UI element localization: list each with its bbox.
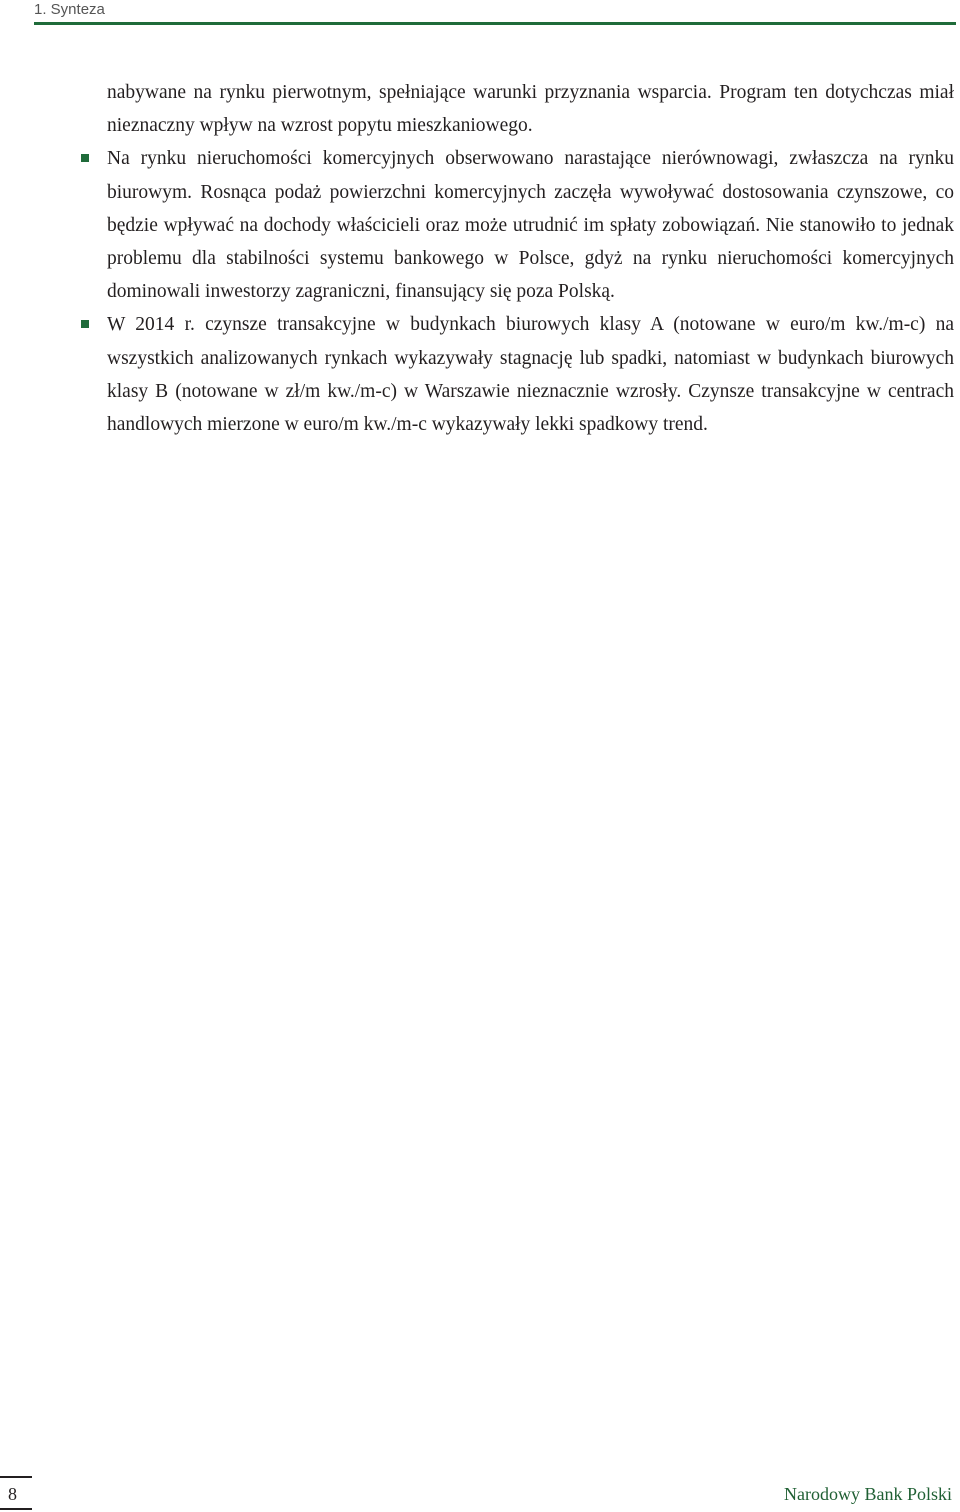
section-title: 1. Synteza [34, 1, 105, 18]
main-content [107, 76, 954, 441]
page-number: 8 [8, 1484, 17, 1504]
bullet-item-office-rents [107, 308, 954, 441]
footer-divider-top [0, 1476, 32, 1478]
header-divider [34, 22, 956, 25]
intro-paragraph: nabywane na rynku pierwotnym, spełniające warunki przyznania wsparcia. Program ten dotychczas miał nieznaczny wpływ na wzrost popytu mieszkaniowego. [107, 82, 954, 137]
bullet-text: W 2014 r. czynsze transakcyjne w budynkach biurowych klasy A (notowane w euro/m kw./m-c) na wszystkich analizowanych rynkach wykazywały stagnację lub spadki, natomiast w budynkach biurowych klasy B (notowane w zł/m kw./m-c) w Warszawie nieznacznie wzrosły. Czynsze transakcyjne w centrach handlowych mierzone w euro/m kw./m-c wykazywały lekki spadkowy trend. [107, 314, 954, 436]
square-bullet-icon [81, 154, 89, 162]
publisher-name: Narodowy Bank Polski [784, 1484, 952, 1504]
footer-divider-bottom [0, 1508, 32, 1510]
bullet-text: Na rynku nieruchomości komercyjnych obserwowano narastające nierównowagi, zwłaszcza na rynku biurowym. Rosnąca podaż powierzchni komercyjnych zaczęła wywoływać dostosowania czynszowe, co będzie wpływać na dochody właścicieli oraz może utrudnić im spłaty zobowiązań. Nie stanowiło to jednak problemu dla stabilności systemu bankowego w Polsce, gdyż na rynku nieruchomości komercyjnych dominowali inwestorzy zagraniczni, finansujący się poza Polską. [107, 148, 954, 303]
bullet-item-commercial-market [107, 142, 954, 308]
square-bullet-icon [81, 320, 89, 328]
